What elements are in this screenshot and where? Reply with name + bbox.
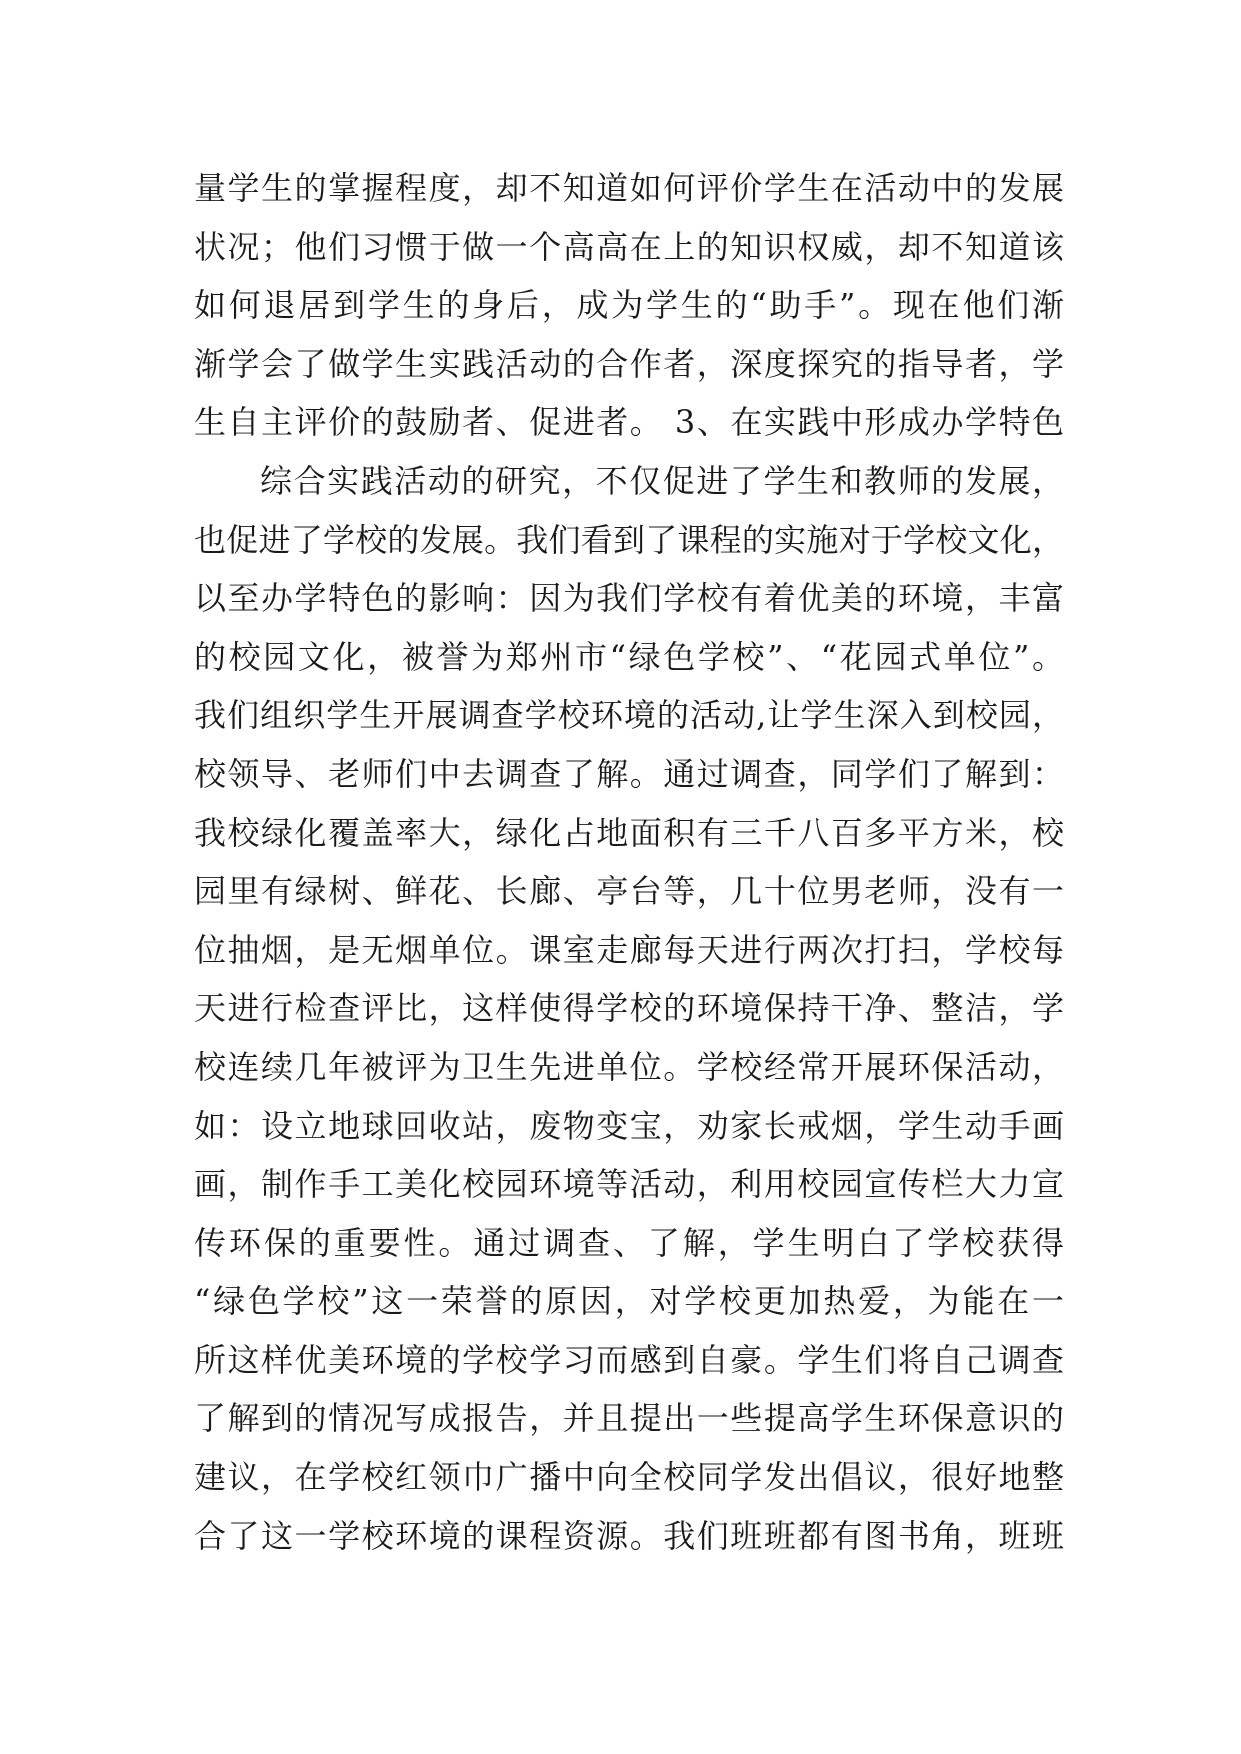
text-line: 了解到的情况写成报告，并且提出一些提高学生环保意识的 — [194, 1399, 1064, 1438]
text-line: 位抽烟，是无烟单位。课室走廊每天进行两次打扫，学校每 — [194, 930, 1064, 969]
text-line: 以至办学特色的影响：因为我们学校有着优美的环境，丰富 — [194, 579, 1064, 618]
text-line: 渐学会了做学生实践活动的合作者，深度探究的指导者，学 — [194, 344, 1064, 383]
text-line: 我们组织学生开展调查学校环境的活动,让学生深入到校园， — [194, 696, 1064, 735]
text-line: “绿色学校”这一荣誉的原因，对学校更加热爱，为能在一 — [194, 1282, 1064, 1321]
text-line: 建议，在学校红领巾广播中向全校同学发出倡议，很好地整 — [194, 1458, 1064, 1497]
text-line: 园里有绿树、鲜花、长廊、亭台等，几十位男老师，没有一 — [194, 872, 1064, 911]
body-text — [194, 159, 1064, 1565]
text-line: 我校绿化覆盖率大，绿化占地面积有三千八百多平方米，校 — [194, 813, 1064, 852]
text-line: 状况；他们习惯于做一个高高在上的知识权威，却不知道该 — [194, 227, 1064, 266]
text-line: 所这样优美环境的学校学习而感到自豪。学生们将自己调查 — [194, 1340, 1064, 1379]
text-line: 画，制作手工美化校园环境等活动，利用校园宣传栏大力宣 — [194, 1165, 1064, 1204]
text-line: 合了这一学校环境的课程资源。我们班班都有图书角，班班 — [194, 1516, 1064, 1555]
text-line: 也促进了学校的发展。我们看到了课程的实施对于学校文化， — [194, 520, 1064, 559]
text-line: 生自主评价的鼓励者、促进者。 3、在实践中形成办学特色 — [194, 403, 1064, 442]
text-line: 校连续几年被评为卫生先进单位。学校经常开展环保活动， — [194, 1047, 1064, 1086]
text-line: 的校园文化，被誉为郑州市“绿色学校”、“花园式单位”。 — [194, 637, 1064, 676]
text-line: 量学生的掌握程度，却不知道如何评价学生在活动中的发展 — [194, 169, 1064, 207]
text-line: 天进行检查评比，这样使得学校的环境保持干净、整洁，学 — [194, 989, 1064, 1028]
paragraph-first-line: 综合实践活动的研究，不仅促进了学生和教师的发展， — [260, 461, 1064, 500]
text-line: 如何退居到学生的身后，成为学生的“助手”。现在他们渐 — [194, 286, 1064, 325]
text-line: 传环保的重要性。通过调查、了解，学生明白了学校获得 — [194, 1223, 1064, 1262]
text-line: 如：设立地球回收站，废物变宝，劝家长戒烟，学生动手画 — [194, 1106, 1064, 1145]
text-line: 校领导、老师们中去调查了解。通过调查，同学们了解到： — [194, 754, 1064, 793]
